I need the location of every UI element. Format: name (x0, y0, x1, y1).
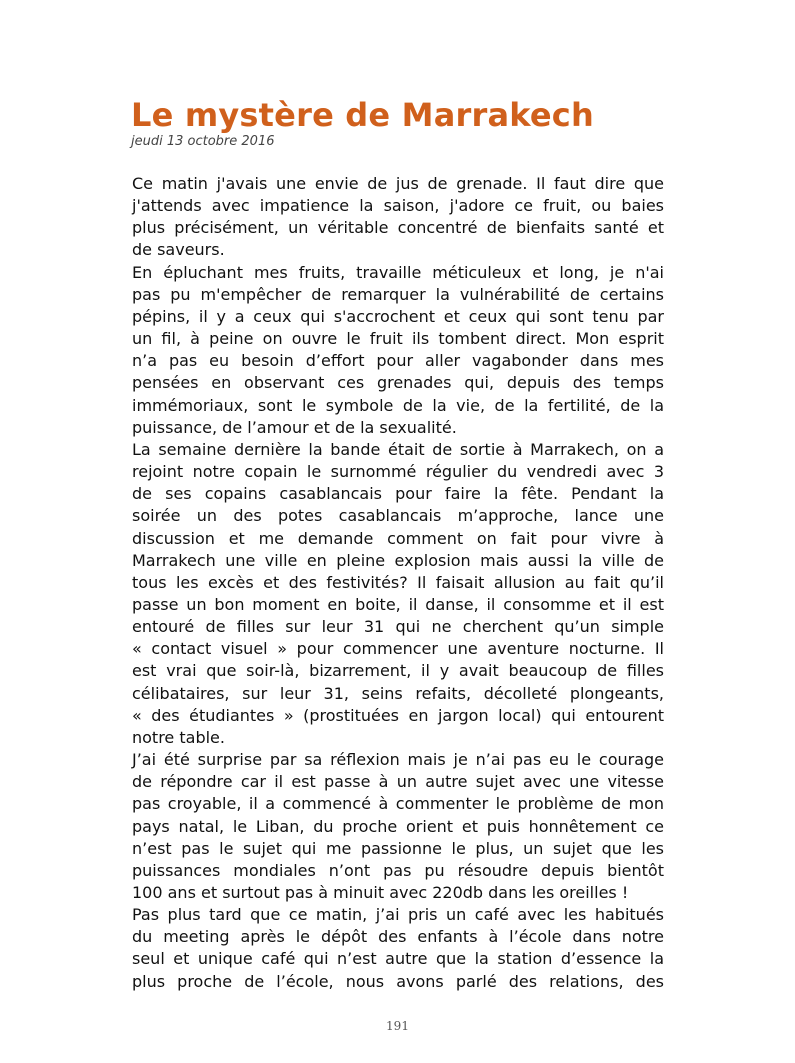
text-line: de répondre car il est passe à un autre sujet avec une vitesse (132, 772, 664, 792)
text-line: entouré de filles sur leur 31 qui ne cherchent qu’un simple (132, 617, 664, 637)
text-line: tous les excès et des festivités? Il faisait allusion au fait qu’il (132, 572, 664, 592)
text-line: J’ai été surprise par sa réflexion mais je n’ai pas eu le courage (132, 750, 664, 770)
text-line: Pas plus tard que ce matin, j’ai pris un café avec les habitués (132, 905, 664, 925)
text-line: célibataires, sur leur 31, seins refaits, décolleté plongeants, (132, 683, 664, 703)
text-line: pays natal, le Liban, du proche orient et puis honnêtement ce (132, 816, 664, 836)
text-line: notre table. (132, 727, 225, 747)
text-line: puissances mondiales n’ont pas pu résoudre depuis bientôt (132, 860, 664, 880)
paragraph (132, 439, 664, 749)
text-line: de saveurs. (132, 240, 225, 260)
text-line: de ses copains casablancais pour faire la fête. Pendant la (132, 484, 664, 504)
text-line: La semaine dernière la bande était de sortie à Marrakech, on a (132, 439, 664, 459)
text-line: pensées en observant ces grenades qui, depuis des temps (132, 373, 664, 393)
text-line: Marrakech une ville en pleine explosion mais aussi la ville de (132, 550, 664, 570)
text-line: plus précisément, un véritable concentré de bienfaits santé et (132, 218, 664, 238)
text-line: discussion et me demande comment on fait pour vivre à (132, 528, 664, 548)
text-line: puissance, de l’amour et de la sexualité. (132, 417, 457, 437)
text-line: du meeting après le dépôt des enfants à l’école dans notre (132, 927, 664, 947)
article-body (132, 173, 664, 993)
page-number: 191 (386, 1019, 409, 1033)
paragraph (132, 749, 664, 904)
text-line: seul et unique café qui n’est autre que la station d’essence la (132, 949, 664, 969)
text-line: Ce matin j'avais une envie de jus de grenade. Il faut dire que (132, 174, 664, 193)
text-line: un fil, à peine on ouvre le fruit ils tombent direct. Mon esprit (132, 329, 664, 349)
text-line: plus proche de l’école, nous avons parlé des relations, des (132, 971, 664, 991)
paragraph (132, 262, 664, 439)
text-line: 100 ans et surtout pas à minuit avec 220db dans les oreilles ! (132, 883, 629, 902)
text-line: j'attends avec impatience la saison, j'adore ce fruit, ou baies (132, 196, 664, 216)
text-line: « contact visuel » pour commencer une aventure nocturne. Il (132, 639, 664, 659)
text-line: immémoriaux, sont le symbole de la vie, de la fertilité, de la (132, 395, 664, 415)
text-line: soirée un des potes casablancais m’approche, lance une (132, 506, 664, 526)
text-line: En épluchant mes fruits, travaille méticuleux et long, je n'ai (132, 262, 664, 282)
article-title: Le mystère de Marrakech (131, 96, 594, 134)
article-date: jeudi 13 octobre 2016 (131, 134, 275, 149)
text-line: n’a pas eu besoin d’effort pour aller vagabonder dans mes (132, 351, 664, 371)
paragraph (132, 904, 664, 993)
text-line: passe un bon moment en boite, il danse, il consomme et il est (132, 594, 664, 614)
text-line: « des étudiantes » (prostituées en jargon local) qui entourent (132, 705, 664, 725)
text-line: pépins, il y a ceux qui s'accrochent et ceux qui sont tenu par (132, 306, 664, 326)
text-line: n’est pas le sujet qui me passionne le plus, un sujet que les (132, 838, 664, 858)
text-line: rejoint notre copain le surnommé régulier du vendredi avec 3 (132, 462, 664, 482)
text-line: est vrai que soir-là, bizarrement, il y avait beaucoup de filles (132, 661, 664, 681)
paragraph (132, 173, 664, 262)
text-line: pas croyable, il a commencé à commenter le problème de mon (132, 794, 664, 814)
text-line: pas pu m'empêcher de remarquer la vulnérabilité de certains (132, 284, 664, 304)
